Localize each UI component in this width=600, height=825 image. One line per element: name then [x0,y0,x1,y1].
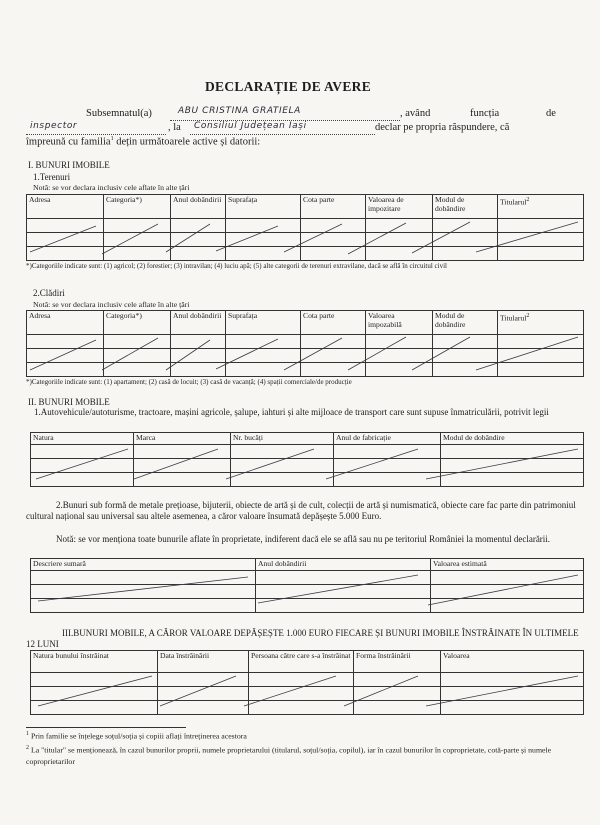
col-modul: Modul de dobândire [433,195,498,219]
institution-handwritten: Consiliul Județean Iași [194,121,307,131]
col-adresa: Adresa [27,311,104,335]
col-natura-bunului: Natura bunului înstrăinat [31,651,158,673]
intro-familia: împreună cu familia$^1$ dețin următoarele active și datorii: [26,136,261,148]
col-valoarea: Valoarea [441,651,584,673]
col-adresa: Adresa [27,195,104,219]
intro-la: , la [168,122,181,133]
col-nr-bucati: Nr. bucăți [231,433,334,445]
intro-declar: declar pe propria răspundere, că [375,122,510,133]
cladiri-table [26,310,584,377]
page-title: DECLARAȚIE DE AVERE [205,79,371,94]
intro-functia: funcția [470,108,500,119]
col-persoana: Persoana către care s-a înstrăinat [249,651,354,673]
col-anul-dobandirii: Anul dobândirii [256,559,431,571]
col-titularul: Titularul$^2$ [498,311,584,335]
terenuri-categories-footnote: *)Categoriile indicate sunt: (1) agricol; (2) forestier; (3) intravilan; (4) luciu apă; (5) alte categorii de terenuri extravilane, dacă se află în circuitul civil [26,262,447,270]
col-suprafata: Suprafața [226,195,301,219]
footnote-separator [26,727,186,728]
col-valoare: Valoarea de impozitare [366,195,433,219]
section1-terenuri: 1.Terenuri [33,172,71,182]
terenuri-table [26,194,584,261]
section2-note3: Notă: se vor menționa toate bunurile aflate în proprietate, indiferent dacă ele se află sau nu pe teritoriul României la momentul declarării. [56,534,551,544]
function-handwritten: inspector [30,121,78,131]
col-categoria: Categoria*) [104,311,171,335]
col-descriere: Descriere sumară [31,559,256,571]
col-suprafata: Suprafața [226,311,301,335]
col-anul-fabricatie: Anul de fabricație [334,433,441,445]
col-anul: Anul dobândirii [171,311,226,335]
section1-cladiri: 2.Clădiri [33,288,65,298]
section1-note2: Notă: se vor declara inclusiv cele aflate în alte țări [33,300,190,309]
col-categoria: Categoria*) [104,195,171,219]
function-dotted-line [26,134,166,135]
section3-heading: III.BUNURI MOBILE, A CĂROR VALOARE DEPĂȘEȘTE 1.000 EURO FIECARE ȘI BUNURI IMOBILE ÎNSTRĂINATE ÎN ULTIMELE 12 LUNI [26,628,579,649]
col-modul-dobandire: Modul de dobândire [441,433,584,445]
col-anul: Anul dobândirii [171,195,226,219]
name-handwritten: ABU CRISTINA GRATIELA [178,106,301,116]
footnote-1: $^1$ Prin familie se înțelege soțul/soția și copiii aflați întreținerea acestora [26,731,247,741]
cladiri-categories-footnote: *)Categoriile indicate sunt: (1) apartament; (2) casă de locuit; (3) casă de vacanță; (4) spații comerciale/de producție [26,378,352,386]
institution-dotted-line [190,134,375,135]
intro-subsemnatul: Subsemnatul(a) [86,108,152,119]
section2-vehicles-text: 1.Autovehicule/autoturisme, tractoare, mașini agricole, șalupe, iahturi și alte mijloace de transport care sunt supuse înmatriculării, potrivit legii [34,407,549,417]
instrainate-table [30,650,584,715]
vehicule-table [30,432,584,487]
section2-heading: II. BUNURI MOBILE [28,397,110,407]
intro-de: de [546,108,556,119]
col-valoare: Valoarea impozabilă [366,311,433,335]
section1-note1: Notă: se vor declara inclusiv cele aflate în alte țări [33,183,190,192]
col-forma: Forma înstrăinării [354,651,441,673]
intro-avand: , având [400,108,431,119]
footnote-2: $^2$ La "titular" se menționează, în cazul bunurilor proprii, numele proprietarului (titularul, soțul/soția, copilul), iar în cazul bunurilor în coproprietate, cotă-parte și numele coproprietarilor [26,745,552,766]
col-natura: Natura [31,433,134,445]
valuables-table [30,558,584,613]
col-cota: Cota parte [301,311,366,335]
col-titularul: Titularul$^2$ [498,195,584,219]
col-data-instrainarii: Data înstrăinării [158,651,249,673]
col-cota: Cota parte [301,195,366,219]
col-modul: Modul de dobândire [433,311,498,335]
col-marca: Marca [134,433,231,445]
section2-valuables-text: 2.Bunuri sub formă de metale prețioase, bijuterii, obiecte de artă și de cult, colecții de artă și numismatică, obiecte care fac parte din patrimoniul cultural național sau universal sau altele asemenea, a căror valoare însumată depășește 5.000 Euro. [26,500,576,521]
col-valoarea-estimata: Valoarea estimată [431,559,584,571]
section1-heading: I. BUNURI IMOBILE [28,160,110,170]
